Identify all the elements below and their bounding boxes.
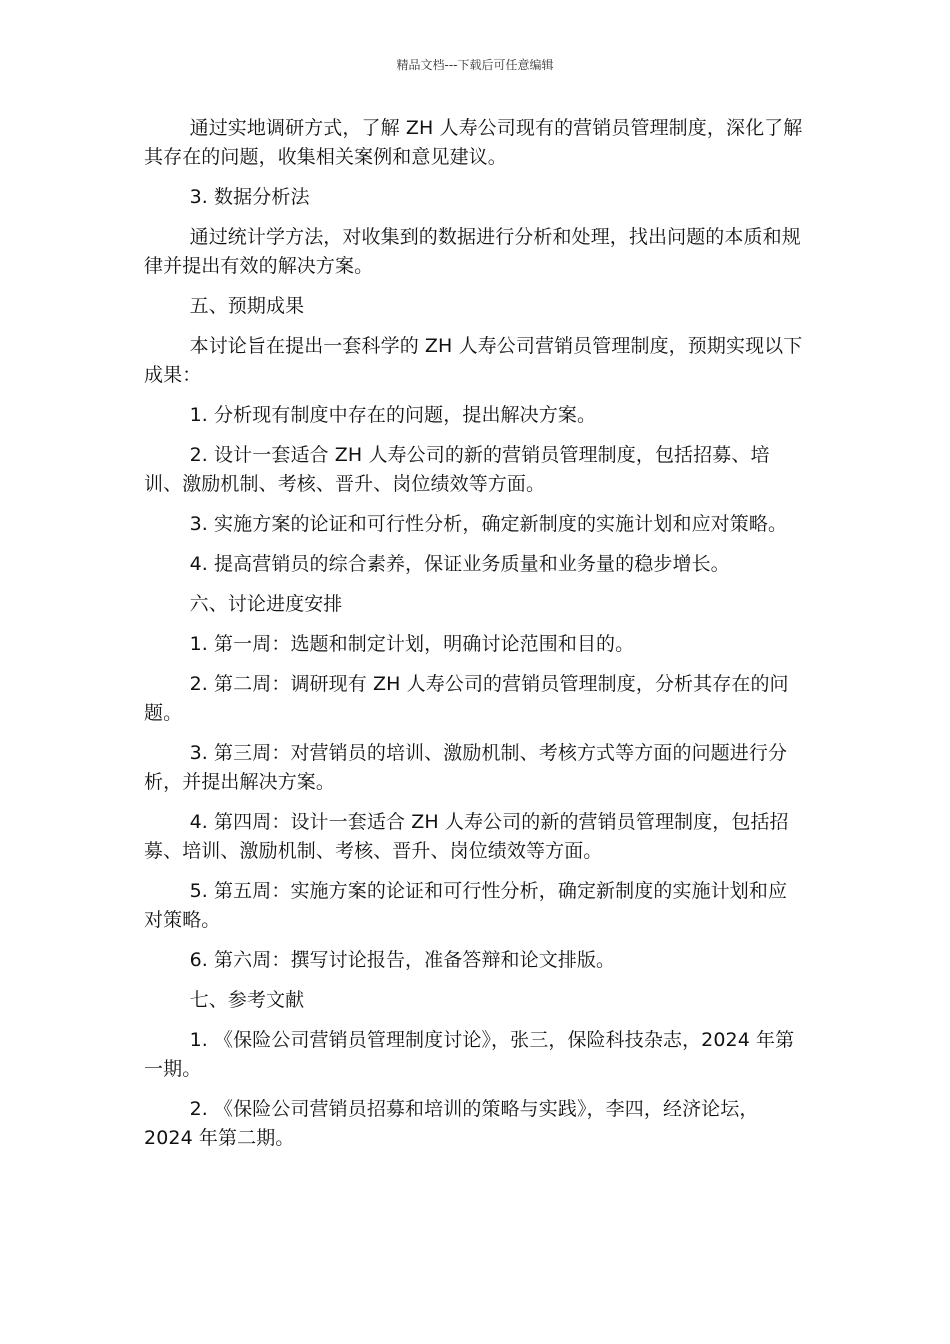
- section-heading-expected-results: 五、预期成果: [189, 295, 305, 317]
- section-heading-references: 七、参考文献: [189, 989, 305, 1011]
- list-item-result-4: 4. 提高营销员的综合素养，保证业务质量和业务量的稳步增长。: [189, 553, 730, 575]
- document-body: [144, 114, 806, 1164]
- reference-item-2: 2. 《保险公司营销员招募和培训的策略与实践》，李四，经济论坛，2024 年第二期。: [144, 1098, 759, 1149]
- list-item-result-3: 3. 实施方案的论证和可行性分析，确定新制度的实施计划和应对策略。: [189, 513, 788, 535]
- list-item-result-1: 1. 分析现有制度中存在的问题，提出解决方案。: [189, 404, 597, 426]
- paragraph-expected-intro: 本讨论旨在提出一套科学的 ZH 人寿公司营销员管理制度，预期实现以下成果：: [144, 335, 803, 386]
- list-item-week-4: 4. 第四周：设计一套适合 ZH 人寿公司的新的营销员管理制度，包括招募、培训、激励机制、考核、晋升、岗位绩效等方面。: [144, 811, 789, 862]
- list-item-week-2: 2. 第二周：调研现有 ZH 人寿公司的营销员管理制度，分析其存在的问题。: [144, 673, 789, 724]
- page-header: 精品文档---下载后可任意编辑: [396, 58, 554, 72]
- list-item-week-6: 6. 第六周：撰写讨论报告，准备答辩和论文排版。: [189, 949, 616, 971]
- paragraph-data-analysis: 通过统计学方法，对收集到的数据进行分析和处理，找出问题的本质和规律并提出有效的解决方案。: [144, 226, 801, 277]
- reference-item-1: 1. 《保险公司营销员管理制度讨论》，张三，保险科技杂志，2024 年第一期。: [144, 1029, 795, 1080]
- list-item-week-3: 3. 第三周：对营销员的培训、激励机制、考核方式等方面的问题进行分析，并提出解决方案。: [144, 742, 788, 793]
- section-heading-schedule: 六、讨论进度安排: [189, 593, 343, 615]
- list-item-week-5: 5. 第五周：实施方案的论证和可行性分析，确定新制度的实施计划和应对策略。: [144, 880, 788, 931]
- paragraph-field-research: 通过实地调研方式，了解 ZH 人寿公司现有的营销员管理制度，深化了解其存在的问题，收集相关案例和意见建议。: [144, 117, 803, 168]
- heading-data-analysis: 3. 数据分析法: [189, 186, 310, 208]
- list-item-week-1: 1. 第一周：选题和制定计划，明确讨论范围和目的。: [189, 633, 635, 655]
- list-item-result-2: 2. 设计一套适合 ZH 人寿公司的新的营销员管理制度，包括招募、培训、激励机制、考核、晋升、岗位绩效等方面。: [144, 444, 770, 495]
